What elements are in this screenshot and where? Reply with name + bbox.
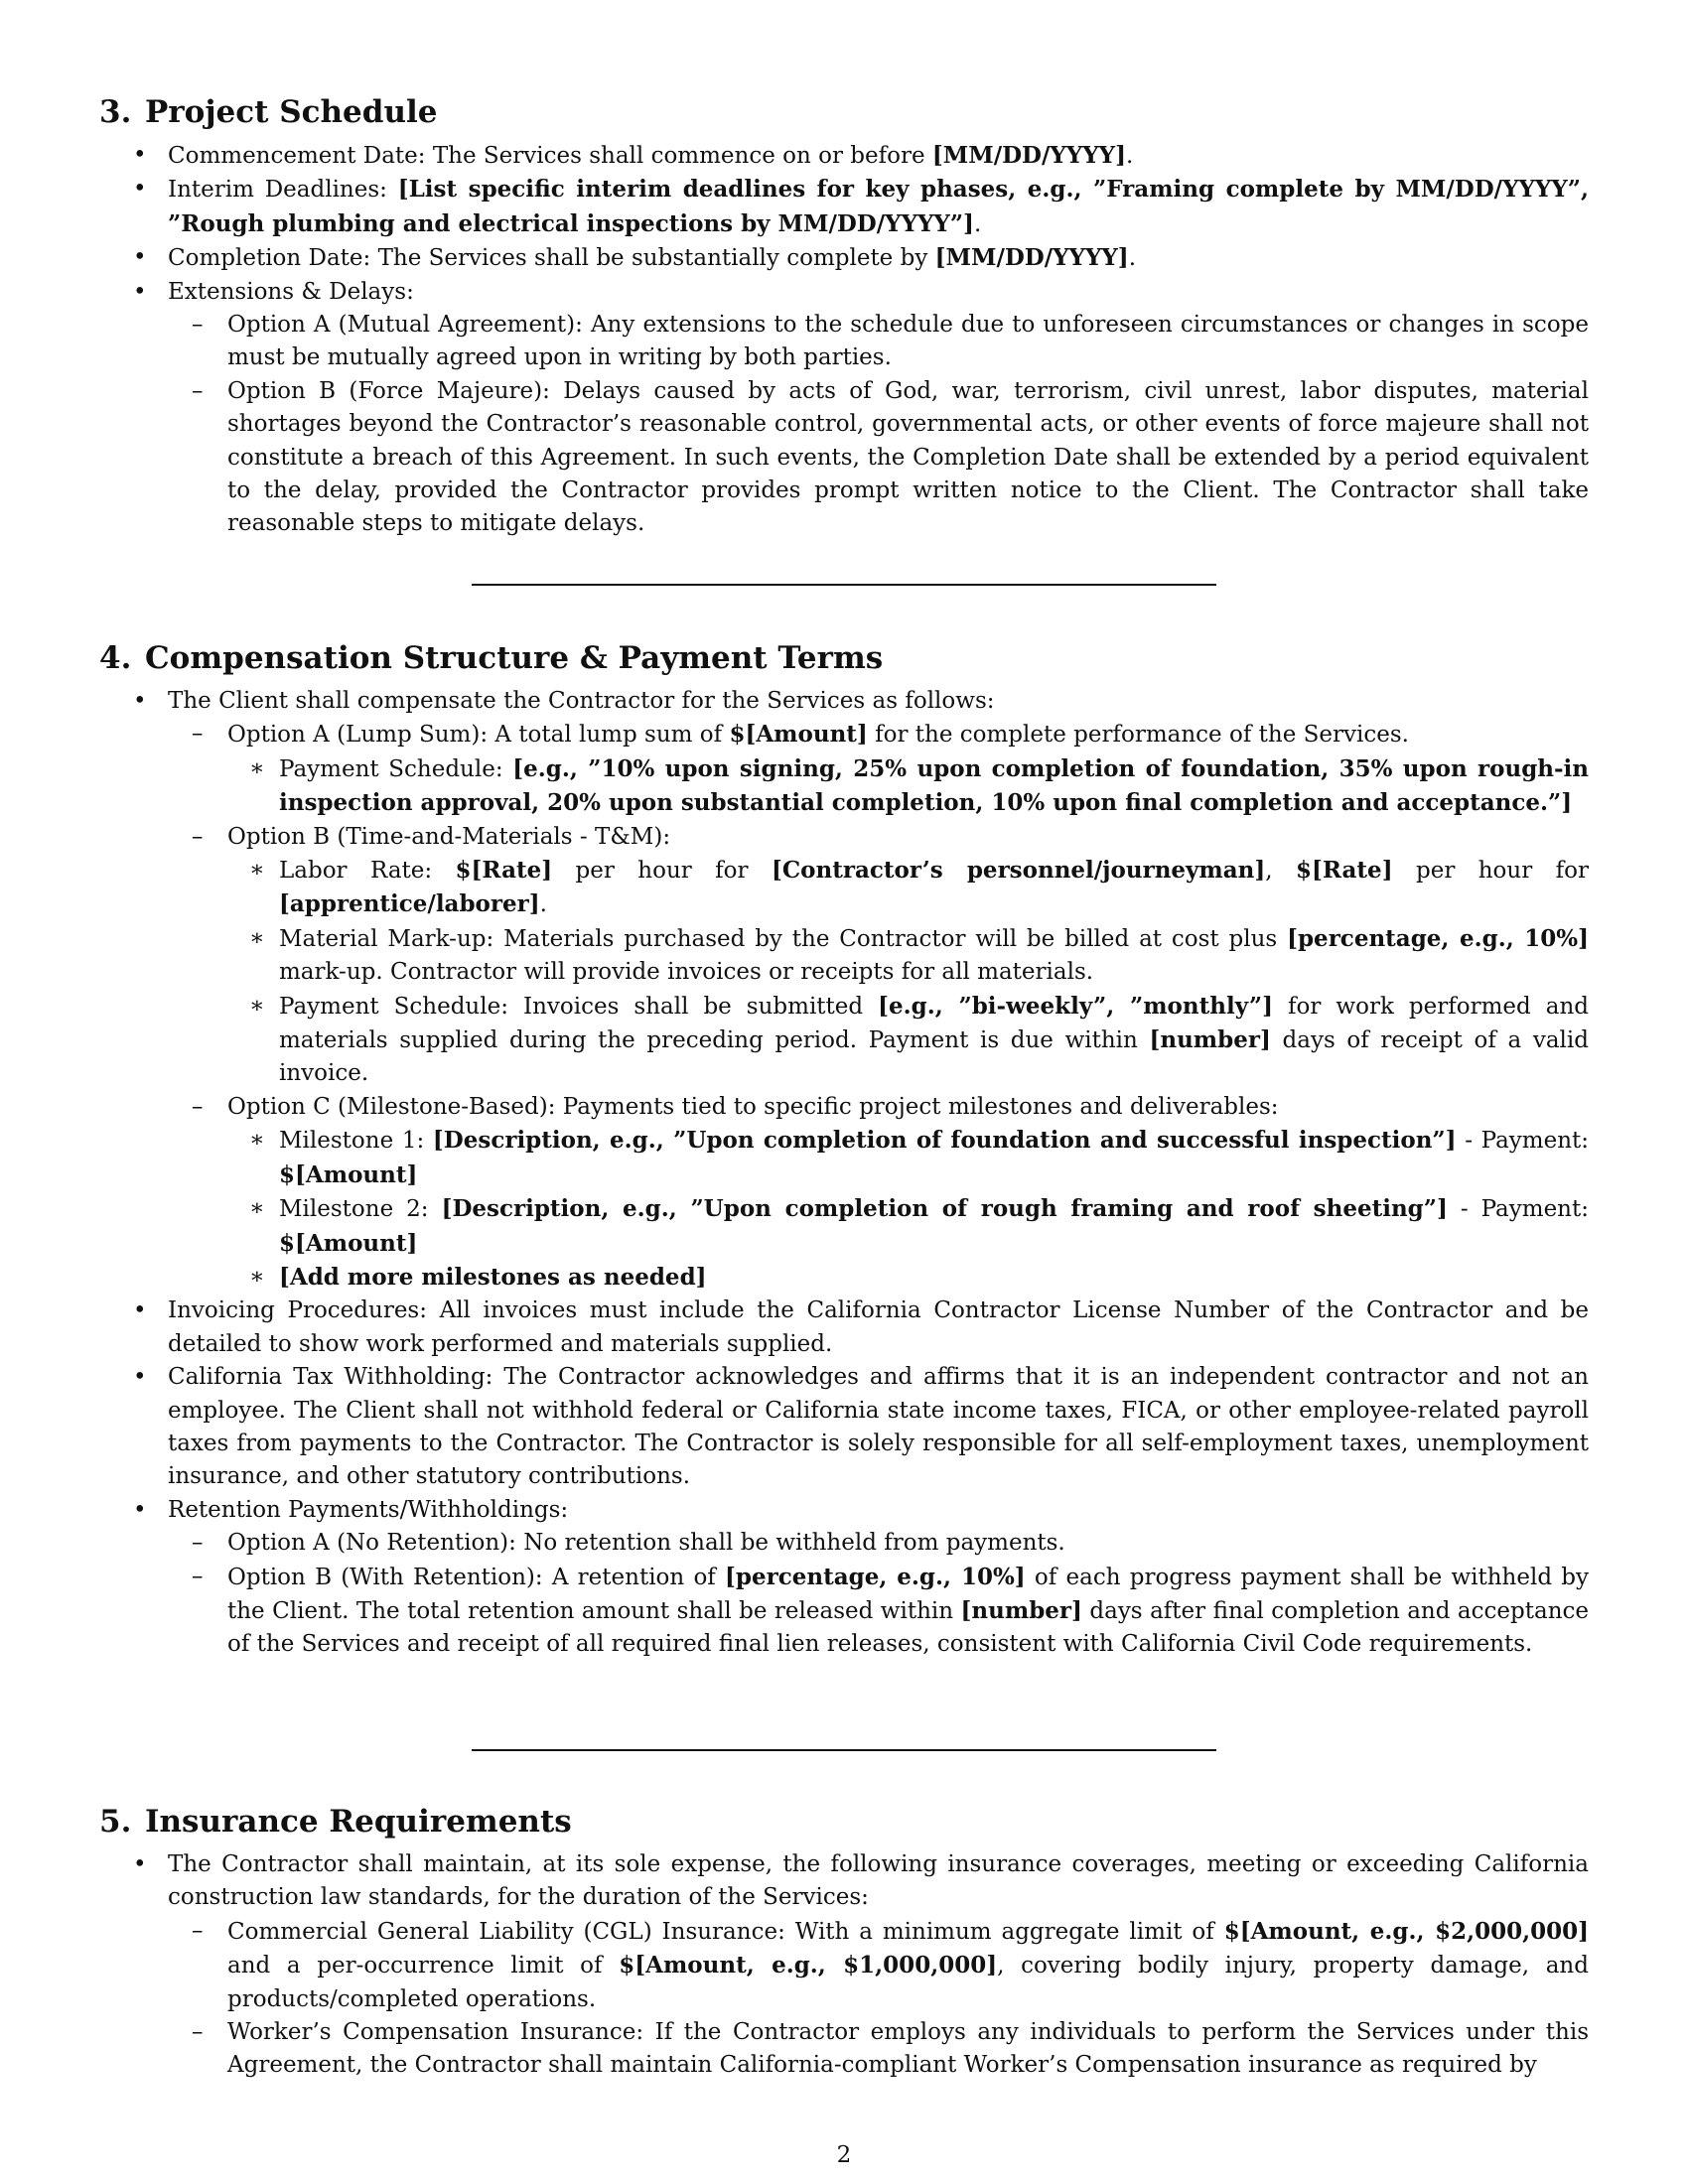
tax-item: • California Tax Withholding: The Contractor acknowledges and affirms that it is an independent contractor and not an employee. The Client shall not withhold federal or California state income taxes, FICA, or other employee-related payroll taxes from payments to the Contractor. The Contractor is solely responsible for all self-employment taxes, unemployment insurance, and other statutory contributions. <box>99 1361 1589 1494</box>
retention-item: • Retention Payments/Withholdings: – Option A (No Retention): No retention shall be withheld from payments. – Option B (With Retention): A retention of [percentage, e.g., 10%] of each progress payment shall be withheld by the Client. The total retention amount shall be released within [number] days after final completion and acceptance of the Services and receipt of all required final lien releases, consistent with California Civil Code requirements. <box>99 1494 1589 1662</box>
section-project-schedule <box>99 91 1589 541</box>
milestone-details <box>227 1124 1589 1295</box>
milestone-2-item: ∗ Milestone 2: [Description, e.g., ”Upon completion of rough framing and roof sheeting”] - Payment: $[Amount] <box>227 1192 1589 1261</box>
section-title: Insurance Requirements <box>145 1804 572 1840</box>
schedule-list <box>99 139 1589 541</box>
section-heading <box>99 91 1589 133</box>
extensions-item: • Extensions & Delays: – Option A (Mutual Agreement): Any extensions to the schedule due to unforeseen circumstances or changes in scope must be mutually agreed upon in writing by both parties. – Option B (Force Majeure): Delays caused by acts of God, war, terrorism, civil unrest, labor disputes, material shortages beyond the Contractor’s reasonable control, governmental acts, or other events of force majeure shall not constitute a breach of this Agreement. In such events, the Completion Date shall be extended by a period equivalent to the delay, provided the Contractor provides prompt written notice to the Client. The Contractor shall take reasonable steps to mitigate delays. <box>99 276 1589 541</box>
section-compensation <box>99 637 1589 1662</box>
section-number: 3. <box>99 94 132 130</box>
tm-payment-schedule-item: ∗ Payment Schedule: Invoices shall be submitted [e.g., ”bi-weekly”, ”monthly”] for work performed and materials supplied during the preceding period. Payment is due within [number] days of receipt of a valid invoice. <box>227 990 1589 1091</box>
placeholder: [MM/DD/YYYY] <box>934 244 1129 272</box>
time-materials-details <box>227 854 1589 1091</box>
interim-item: • Interim Deadlines: [List specific interim deadlines for key phases, e.g., ”Framing complete by MM/DD/YYYY”, ”Rough plumbing and electrical inspections by MM/DD/YYYY”]. <box>99 173 1589 241</box>
option-b: – Option B (Force Majeure): Delays caused by acts of God, war, terrorism, civil unrest, labor disputes, material shortages beyond the Contractor’s reasonable control, governmental acts, or other events of force majeure shall not constitute a breach of this Agreement. In such events, the Completion Date shall be extended by a period equivalent to the delay, provided the Contractor provides prompt written notice to the Client. The Contractor shall take reasonable steps to mitigate delays. <box>168 375 1589 541</box>
compensation-list <box>99 685 1589 1662</box>
option-a: – Option A (Mutual Agreement): Any extensions to the schedule due to unforeseen circumstances or changes in scope must be mutually agreed upon in writing by both parties. <box>168 309 1589 375</box>
placeholder: [MM/DD/YYYY] <box>931 142 1126 169</box>
section-insurance <box>99 1801 1589 2083</box>
workers-comp-item: – Worker’s Compensation Insurance: If the Contractor employs any individuals to perform the Services under this Agreement, the Contractor shall maintain California-compliant Worker’s Compensation insurance as required by <box>168 2016 1589 2083</box>
extensions-options <box>168 309 1589 541</box>
option-lump-sum: – Option A (Lump Sum): A total lump sum of $[Amount] for the complete performance of the Services. ∗ Payment Schedule: [e.g., ”10% upon signing, 25% upon completion of foundation, 35% upon rough-in inspection approval, 20% upon substantial completion, 10% upon final completion and acceptance.”] <box>168 718 1589 820</box>
completion-item: • Completion Date: The Services shall be substantially complete by [MM/DD/YYYY]. <box>99 241 1589 275</box>
page-number: 2 <box>836 2142 852 2168</box>
material-markup-item: ∗ Material Mark-up: Materials purchased by the Contractor will be billed at cost plus [percentage, e.g., 10%] mark-up. Contractor will provide invoices or receipts for all materials. <box>227 922 1589 990</box>
section-number: 5. <box>99 1804 132 1840</box>
insurance-options <box>168 1915 1589 2083</box>
compensation-options <box>168 718 1589 1295</box>
cgl-item: – Commercial General Liability (CGL) Insurance: With a minimum aggregate limit of $[Amount, e.g., $2,000,000] and a per-occurrence limit of $[Amount, e.g., $1,000,000], covering bodily injury, property damage, and products/completed operations. <box>168 1915 1589 2016</box>
more-milestones-item: ∗ [Add more milestones as needed] <box>227 1261 1589 1295</box>
retention-option-a: – Option A (No Retention): No retention shall be withheld from payments. <box>168 1527 1589 1560</box>
section-heading <box>99 637 1589 679</box>
invoicing-item: • Invoicing Procedures: All invoices must include the California Contractor License Number of the Contractor and be detailed to show work performed and materials supplied. <box>99 1295 1589 1361</box>
payment-schedule-item: ∗ Payment Schedule: [e.g., ”10% upon signing, 25% upon completion of foundation, 35% upon rough-in inspection approval, 20% upon substantial completion, 10% upon final completion and acceptance.”] <box>227 752 1589 821</box>
placeholder: [List specific interim deadlines for key phases, e.g., ”Framing complete by MM/DD/YYYY”, ”Rough plumbing and electrical inspections by MM/DD/YYYY”] <box>168 176 1589 237</box>
placeholder: [e.g., ”10% upon signing, 25% upon completion of foundation, 35% upon rough-in inspection approval, 20% upon substantial completion, 10% upon final completion and acceptance.”] <box>279 754 1589 817</box>
compensation-intro: • The Client shall compensate the Contractor for the Services as follows: – Option A (Lump Sum): A total lump sum of $[Amount] for the complete performance of the Services. ∗ Payment Schedule: [e.g., ”10% upon signing, 25% upon completion of foundation, 35% upon rough-in inspection approval, 20% upon substantial completion, 10% upon final completion and acceptance.”] – Option B (Time-and-Materials - T&M): ∗ Labor Rate: $[Rate] per hour for [Contractor’s personnel/journeyman], $[Rate] per hour for [apprentice/laborer]. ∗ Material Mark-up: Materials purchased by the Contractor will be billed at cost plus [percentage, e.g., 10%] mark-up. Contractor will provide invoices or receipts for all materials. ∗ Payment Schedule: Invoices shall be submitted [e.g., ”bi-weekly”, ”monthly”] for work performed and materials supplied during the preceding period. Payment is due within [number] days of receipt of a valid invoice. – Option C (Milestone-Based): Payments tied to specific project milestones and deliverables: ∗ Milestone 1: [Description, e.g., ”Upon completion of foundation and successful inspection”] - Payment: $[Amount] ∗ Milestone 2: [Description, e.g., ”Upon completion of rough framing and roof sheeting”] - Payment: $[Amount] ∗ [Add more milestones as needed] <box>99 685 1589 1295</box>
insurance-intro: • The Contractor shall maintain, at its sole expense, the following insurance coverages, meeting or exceeding California construction law standards, for the duration of the Services: – Commercial General Liability (CGL) Insurance: With a minimum aggregate limit of $[Amount, e.g., $2,000,000] and a per-occurrence limit of $[Amount, e.g., $1,000,000], covering bodily injury, property damage, and products/completed operations. – Worker’s Compensation Insurance: If the Contractor employs any individuals to perform the Services under this Agreement, the Contractor shall maintain California-compliant Worker’s Compensation insurance as required by <box>99 1848 1589 2083</box>
retention-options <box>168 1527 1589 1662</box>
milestone-1-item: ∗ Milestone 1: [Description, e.g., ”Upon completion of foundation and successful inspection”] - Payment: $[Amount] <box>227 1124 1589 1192</box>
section-number: 4. <box>99 640 132 676</box>
section-divider <box>472 584 1216 586</box>
lump-sum-details <box>227 752 1589 821</box>
section-title: Compensation Structure & Payment Terms <box>145 640 884 676</box>
section-title: Project Schedule <box>145 94 438 130</box>
option-time-materials: – Option B (Time-and-Materials - T&M): ∗ Labor Rate: $[Rate] per hour for [Contractor’s personnel/journeyman], $[Rate] per hour for [apprentice/laborer]. ∗ Material Mark-up: Materials purchased by the Contractor will be billed at cost plus [percentage, e.g., 10%] mark-up. Contractor will provide invoices or receipts for all materials. ∗ Payment Schedule: Invoices shall be submitted [e.g., ”bi-weekly”, ”monthly”] for work performed and materials supplied during the preceding period. Payment is due within [number] days of receipt of a valid invoice. <box>168 821 1589 1091</box>
section-heading <box>99 1801 1589 1843</box>
commencement-item: • Commencement Date: The Services shall commence on or before [MM/DD/YYYY]. <box>99 139 1589 173</box>
insurance-list <box>99 1848 1589 2083</box>
labor-rate-item: ∗ Labor Rate: $[Rate] per hour for [Contractor’s personnel/journeyman], $[Rate] per hour for [apprentice/laborer]. <box>227 854 1589 922</box>
retention-option-b: – Option B (With Retention): A retention of [percentage, e.g., 10%] of each progress payment shall be withheld by the Client. The total retention amount shall be released within [number] days after final completion and acceptance of the Services and receipt of all required final lien releases, consistent with California Civil Code requirements. <box>168 1561 1589 1662</box>
option-milestone: – Option C (Milestone-Based): Payments tied to specific project milestones and deliverables: ∗ Milestone 1: [Description, e.g., ”Upon completion of foundation and successful inspection”] - Payment: $[Amount] ∗ Milestone 2: [Description, e.g., ”Upon completion of rough framing and roof sheeting”] - Payment: $[Amount] ∗ [Add more milestones as needed] <box>168 1091 1589 1295</box>
section-divider <box>472 1749 1216 1751</box>
placeholder: $[Amount] <box>729 721 868 749</box>
